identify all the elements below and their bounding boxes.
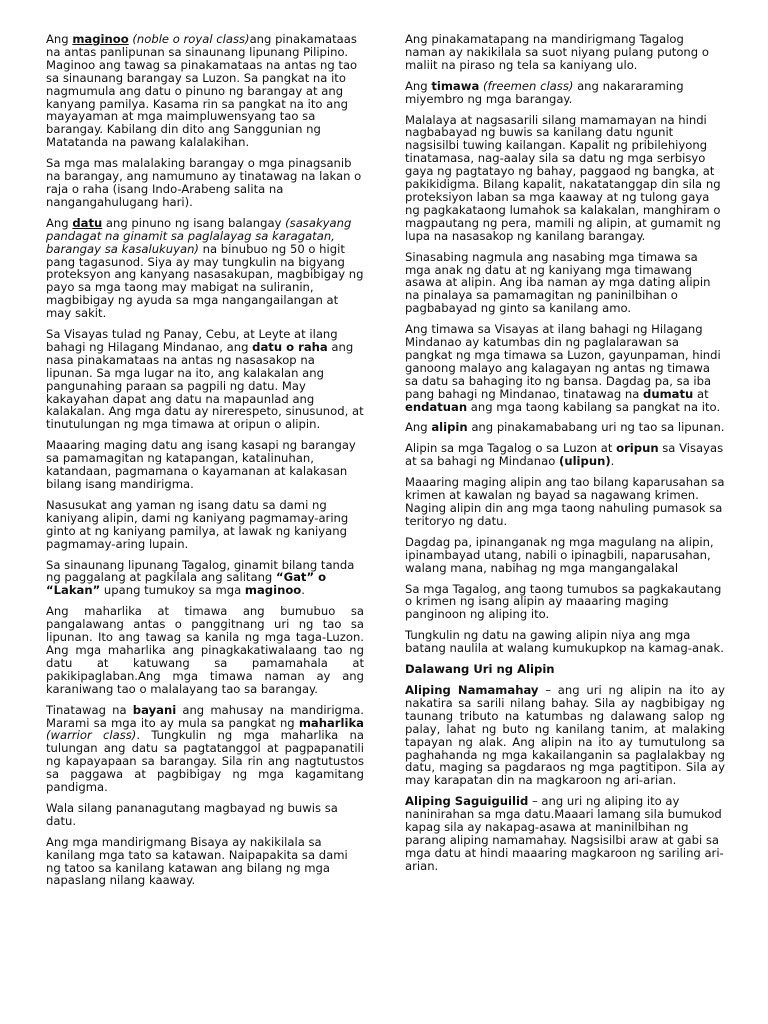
gloss: (warrior class) xyxy=(46,728,137,743)
text: Ang xyxy=(405,420,432,435)
paragraph-datu xyxy=(46,217,364,320)
text: Sa Visayas tulad ng Panay, Cebu, at Leyte at ilang bahagi ng Hilagang Mindanao, ang xyxy=(46,327,338,354)
term-oripun: oripun xyxy=(616,441,659,456)
paragraph-buwis: Wala silang pananagutang magbayad ng buwis sa datu. xyxy=(46,800,338,828)
term-bayani: bayani xyxy=(132,702,177,717)
text: Ang xyxy=(405,78,432,93)
text: Sa sinaunang lipunang Tagalog, ginamit bilang tanda ng paggalang at pagkilala ang salitang xyxy=(46,557,355,585)
paragraph-naulila: Tungkulin ng datu na gawing alipin niya ang mga batang naulila at walang kumukupkop na kamag-anak. xyxy=(405,628,724,656)
paragraph-namamahay xyxy=(405,684,725,787)
term-timawa: timawa xyxy=(431,78,480,93)
text: ang nakararaming miyembro ng mga barangay. xyxy=(405,78,684,106)
left-column xyxy=(46,33,364,895)
text: – ang uri ng aliping ito ay naninirahan sa mga datu.Maaari lamang sila bumukod kapag sila ay nakapag-asawa at maninilbihan ng parang aliping namamahay. Nagsisilbi araw at gabi sa mga datu at hindi maaaring magkaroon ng sariling ari-arian. xyxy=(405,794,724,873)
paragraph-kaparusahan: Maaaring maging alipin ang tao bilang kaparusahan sa krimen at kawalan ng bayad sa nagawang krimen. Naging alipin din ang mga taong nahuling pumasok sa teritoryo ng datu. xyxy=(405,475,725,528)
paragraph-gat-lakan xyxy=(46,559,364,598)
text: . xyxy=(301,583,305,598)
text: Ang xyxy=(46,32,73,46)
text: ang nasa pinakamataas na antas ng nasasakop na lipunan. Sa mga lugar na ito, ang kalakalan ang pangunahing paraan sa pagpili ng datu. May kakayahan dapat ang datu na mapaunlad ang kalakalan. Ang mga datu ay nirerespeto, sinusunod, at tinutulungan ng mga timawa at oripun o alipin. xyxy=(46,339,364,432)
text: Ang xyxy=(46,215,73,230)
section-heading: Dalawang Uri ng Alipin xyxy=(405,662,555,677)
term-gat-lakan: “Gat” o “Lakan” xyxy=(46,570,327,598)
paragraph-bayani xyxy=(46,704,364,794)
text: Ang timawa sa Visayas at ilang bahagi ng Hilagang Mindanao ay katumbas din ng paglalarawan sa pangkat ng mga timawa sa Luzon, gayunpaman, hindi ganoong malayo ang kalagayan ng antas ng timawa sa datu sa bahaging ito ng bansa. Dagdag pa, sa iba pang bahagi ng Mindanao, tinatawag na xyxy=(405,322,721,401)
term-maginoo: maginoo xyxy=(72,32,129,46)
paragraph-tato: Ang mga mandirigmang Bisaya ay nakikilala sa kanilang mga tato sa katawan. Naipapakita sa dami ng tatoo sa kanilang katawan ang bilang ng mga napaslang nilang kaaway. xyxy=(46,834,348,888)
paragraph-maharlika-timawa: Ang maharlika at timawa ang bumubuo sa pangalawang antas o panggitnang uri ng tao sa lipunan. Ito ang tawag sa kanila ng mga taga-Luzon. Ang mga maharlika ang pinagkakatiwalaang tao ng datu at katuwang sa pamamahala at pakikipaglaban.Ang mga timawa naman ay ang karaniwang tao o malalayang tao sa barangay. xyxy=(46,604,364,696)
term-datu-o-raha: datu o raha xyxy=(252,339,328,354)
paragraph-nagmula-timawa: Sinasabing nagmula ang nasabing mga timawa sa mga anak ng datu at ng kaniyang mga timawang asawa at alipin. Ang iba naman ay mga dating alipin na pinalaya sa pamamagitan ng paninilbihan o pagbabayad ng ginto sa kanilang amo. xyxy=(405,249,711,316)
paragraph-dagdag: Dagdag pa, ipinanganak ng mga magulang na alipin, ipinambayad utang, nabili o ipinagbili, naparusahan, walang mana, nabihag ng mga mangangalakal xyxy=(405,534,714,575)
text: ang pinakamababang uri ng tao sa lipunan. xyxy=(467,420,725,435)
term-endatuan: endatuan xyxy=(405,399,468,414)
term-aliping-saguiguilid: Aliping Saguiguilid xyxy=(405,794,529,809)
paragraph-putong: Ang pinakamatapang na mandirigmang Tagalog naman ay nakikilala sa suot niyang pulang putong o maliit na piraso ng tela sa kaniyang ulo. xyxy=(405,32,709,72)
term-dumatu: dumatu xyxy=(643,386,694,401)
right-column xyxy=(405,33,725,881)
gloss: (noble o royal class) xyxy=(128,32,250,46)
paragraph-malalaya: Malalaya at nagsasarili silang mamamayan na hindi nagbabayad ng buwis sa kanilang datu ngunit nagsisilbi tuwing kailangan. Kapalit ng pribilehiyong tinatamasa, nag-aalay sila sa datu ng mga serbisyo gaya ng pagtatayo ng bahay, paggaod ng bangka, at pakikidigma. Bilang kapalit, nakatatanggap din sila ng proteksiyon laban sa mga kaaway at ng tulong gaya ng pagkakataong lumahok sa kalakalan, manghiram o magpautang ng pera, mamili ng alipin, at gumamit ng lupa na nasasakop ng kanilang barangay. xyxy=(405,112,721,243)
text: – ang uri ng alipin na ito ay nakatira sa sarili nilang bahay. Sila ay nagbibigay ng taunang tributo na katumbas ng dalawang salop ng palay, lahat ng buto ng kanilang tanim, at malaking tapayan ng alak. Ang alipin na ito ay tumutulong sa paghahanda ng mga kakailanganin sa paglalakbay ng datu, maging sa pagdaraos ng mga pagtitipon. Sila ay may karapatan din na magkaroon ng ari-arian. xyxy=(405,682,725,788)
term-aliping-namamahay: Aliping Namamahay xyxy=(405,682,539,697)
text: ang mahusay na mandirigma. Marami sa mga ito ay mula sa pangkat ng xyxy=(46,702,364,730)
gloss: (sasakyang pandagat na ginamit sa paglalayag sa karagatan, barangay sa kasalukuyan) xyxy=(46,215,352,256)
paragraph-lakan-raja: Sa mga mas malalaking barangay o mga pinagsanib na barangay, ang namumuno ay tinatawag na lakan o raja o raha (isang Indo-Arabeng salita na nangangahulugang hari). xyxy=(46,156,362,209)
text: . Tungkulin ng mga maharlika na tulungan ang datu sa pagtatanggol at pagpapanatili ng kapayapaan sa barangay. Sila rin ang nagtutustos sa paggawa at pagbibigay ng mga kagamitang pandigma. xyxy=(46,728,365,795)
paragraph-maginoo xyxy=(46,33,364,149)
paragraph-visayas-datu xyxy=(46,328,364,431)
text: ang pinuno ng isang balangay xyxy=(102,215,286,230)
term-maginoo: maginoo xyxy=(244,583,302,598)
paragraph-maging-datu: Maaaring maging datu ang isang kasapi ng barangay sa pamamagitan ng katapangan, katalinuhan, katandaan, pagmamana o kayamanan at kalakasan bilang isang mandirigma. xyxy=(46,438,356,491)
paragraph-yaman-datu: Nasusukat ang yaman ng isang datu sa dami ng kaniyang alipin, dami ng kaniyang pagmamay-aring ginto at ng kaniyang pamilya, at lawak ng kaniyang pagmamay-aring lupain. xyxy=(46,497,349,551)
paragraph-visayas-timawa xyxy=(405,323,725,413)
text: upang tumukoy sa mga xyxy=(100,583,245,598)
paragraph-timawa xyxy=(405,80,725,106)
paragraph-oripun xyxy=(405,442,725,468)
gloss: (freemen class) xyxy=(479,78,574,93)
term-maharlika: maharlika xyxy=(298,715,364,730)
text: ang mga taong kabilang sa pangkat na ito. xyxy=(467,399,721,414)
text: sa Visayas at sa bahagi ng Mindanao xyxy=(405,441,724,469)
paragraph-alipin xyxy=(405,421,725,434)
term-ulipun: (ulipun) xyxy=(559,454,611,469)
text: . xyxy=(610,454,615,469)
text: Alipin sa mga Tagalog o sa Luzon at xyxy=(405,441,617,456)
text: Tinatawag na xyxy=(46,702,133,717)
text: ang pinakamataas na antas panlipunan sa sinaunang lipunang Pilipino. Maginoo ang tawag sa pinakamataas na antas ng tao sa sinaunang barangay sa Luzon. Sa pangkat na ito nagmumula ang datu o pinuno ng barangay at ang kanyang pamilya. Kasama rin sa pangkat na ito ang mayayaman at mga maimpluwensyang tao sa barangay. Kabilang din dito ang Sanggunian ng Matatanda na pawang kalalakihan. xyxy=(46,32,358,150)
text: at xyxy=(693,386,709,401)
term-alipin: alipin xyxy=(431,420,468,435)
text: na binubuo ng 50 o higit pang tagasunod. Siya ay may tungkulin na bigyang proteksyon ang kanyang nasasakupan, magbibigay ng payo sa mga taong may mabigat na suliranin, magbibigay ng ayuda sa mga nangangailangan at may sakit. xyxy=(46,241,364,321)
term-datu: datu xyxy=(72,215,103,230)
paragraph-saguiguilid xyxy=(405,795,725,872)
paragraph-tumubos: Sa mga Tagalog, ang taong tumubos sa pagkakautang o krimen ng isang alipin ay maaaring maging panginoon ng aliping ito. xyxy=(405,581,722,622)
